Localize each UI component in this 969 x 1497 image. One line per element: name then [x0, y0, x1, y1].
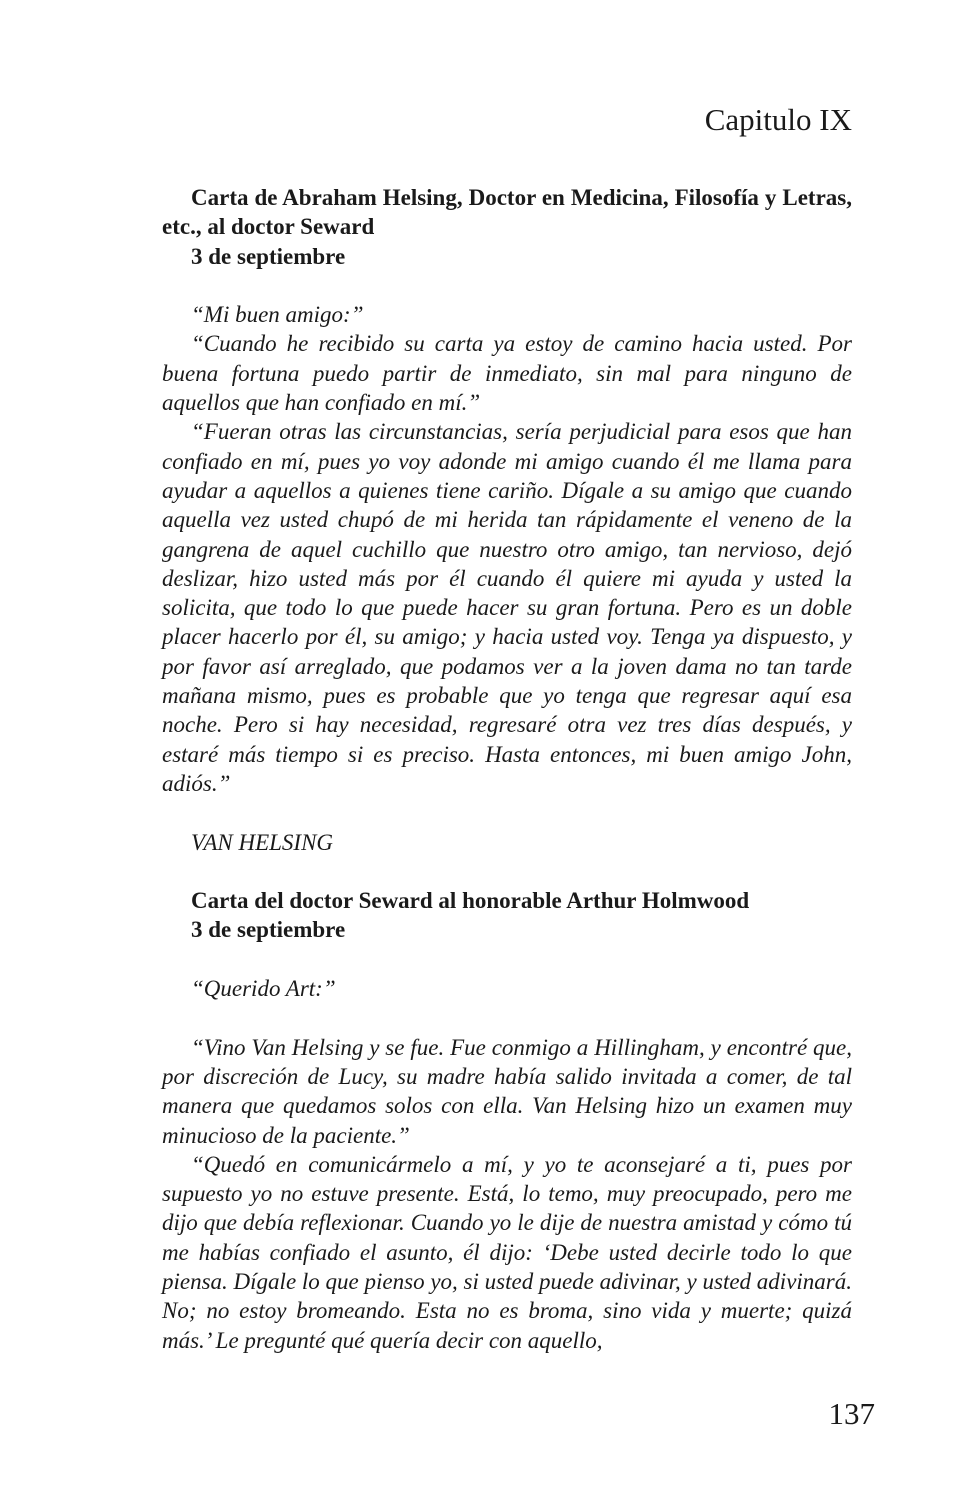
chapter-title: Capitulo IX: [704, 102, 852, 137]
letter-1: [162, 183, 852, 857]
letter-1-salutation: “Mi buen amigo:”: [191, 302, 364, 328]
letter-2-paragraph-2: “Quedó en comunicármelo a mí, y yo te aconsejaré a ti, pues por supuesto yo no estuve presente. Está, lo temo, muy preocupado, pero me dijo que debía reflexionar. Cuando yo le dije de nuestra amistad y cómo tú me habías confiado el asunto, él dijo: ‘Debe usted decirle todo lo que piensa. Dígale lo que pienso yo, si usted puede adivinar, y usted adivinará. No; no estoy bromeando. Esta no es broma, sino vida y muerte; quizá más.’ Le pregunté qué quería decir con aquello,: [162, 1151, 852, 1353]
letter-2: [162, 886, 852, 1355]
letter-2-heading: Carta del doctor Seward al honorable Arthur Holmwood: [191, 888, 750, 914]
letter-2-date: 3 de septiembre: [191, 917, 346, 943]
spacer: [162, 798, 852, 827]
spacer: [162, 857, 852, 886]
letter-2-paragraph-1: “Vino Van Helsing y se fue. Fue conmigo a Hillingham, y encontré que, por discreción de Lucy, su madre había salido invitada a comer, de tal manera que quedamos solos con ella. Van Helsing hizo un examen muy minucioso de la paciente.”: [162, 1034, 852, 1148]
letter-1-signature: VAN HELSING: [191, 829, 334, 855]
letter-1-paragraph-1: “Cuando he recibido su carta ya estoy de camino hacia usted. Por buena fortuna puedo partir de inmediato, sin mal para ninguno de aquellos que han confiado en mí.”: [162, 331, 852, 416]
letter-2-salutation: “Querido Art:”: [191, 976, 336, 1002]
spacer: [162, 271, 852, 300]
letter-1-date: 3 de septiembre: [191, 243, 346, 269]
letter-1-heading: Carta de Abraham Helsing, Doctor en Medicina, Filosofía y Letras, etc., al doctor Seward: [162, 185, 852, 240]
spacer: [162, 945, 852, 974]
spacer: [162, 1003, 852, 1032]
page-number: 137: [828, 1396, 875, 1431]
letter-1-paragraph-2: “Fueran otras las circunstancias, sería perjudicial para esos que han confiado en mí, pues yo voy adonde mi amigo cuando él me llama para ayudar a aquellos a quienes tiene cariño. Dígale a su amigo que cuando aquella vez usted chupó de mi herida tan rápidamente el veneno de la gangrena de aquel cuchillo que nuestro otro amigo, tan nervioso, dejó deslizar, hizo usted más por él cuando él quiere mi ayuda y usted la solicita, que todo lo que puede hacer su gran fortuna. Pero es un doble placer hacerlo por él, su amigo; y hacia usted voy. Tenga ya dispuesto, y por favor así arreglado, que podamos ver a la joven dama no tan tarde mañana mismo, pues es probable que yo tenga que regresar aquí esa noche. Pero si hay necesidad, regresaré otra vez tres días después, y estaré más tiempo si es preciso. Hasta entonces, mi buen amigo John, adiós.”: [162, 419, 852, 796]
page-content: [162, 183, 852, 1355]
book-page: [162, 0, 852, 1497]
